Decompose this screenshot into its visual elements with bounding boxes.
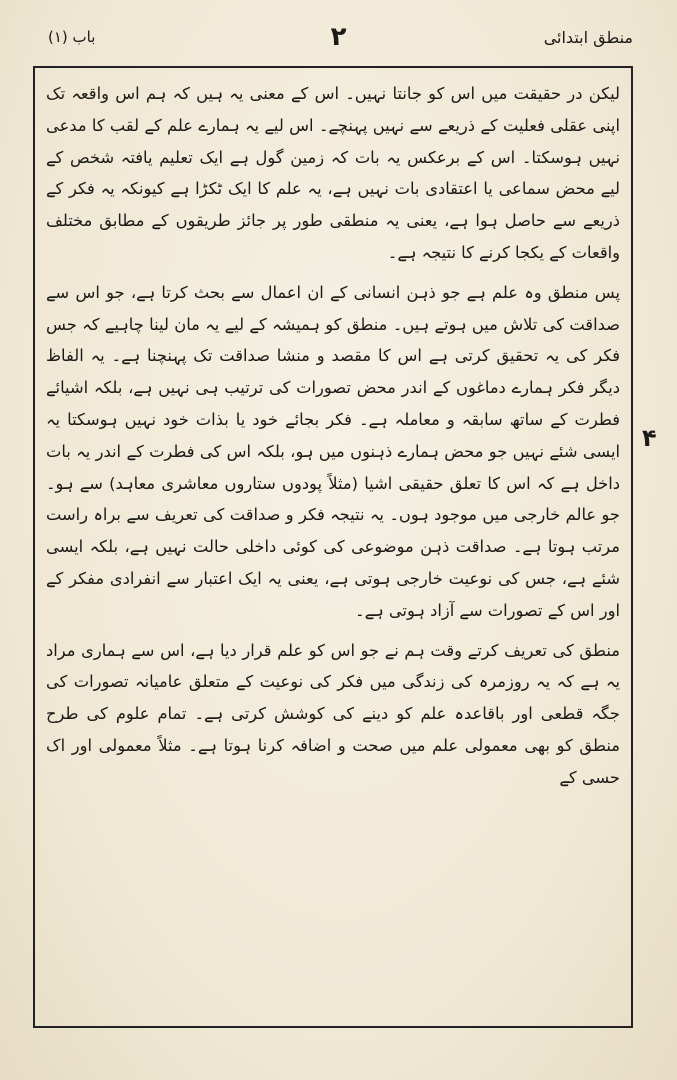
chapter-label: باب (۱) bbox=[48, 28, 96, 46]
page-number: ۲ bbox=[330, 22, 347, 52]
running-title: منطق ابتدائی bbox=[543, 28, 633, 47]
page-header bbox=[40, 22, 637, 62]
paragraph-3: منطق کی تعریف کرتے وقت ہم نے جو اس کو علم قرار دیا ہے، اس سے ہماری مراد یہ ہے کہ یہ روزمرہ کی زندگی میں فکر کی نوعیت کے متعلق عامیانہ تصورات کی جگہ قطعی اور باقاعدہ علم کو دینے کی کوشش کرتی ہے۔ تمام علوم کی طرح منطق کو بھی معمولی علم میں صحت و اضافہ کرنا ہوتا ہے۔ مثلاً معمولی اور اک حسی کے bbox=[46, 640, 620, 787]
paragraph-2: پس منطق وہ علم ہے جو ذہن انسانی کے ان اعمال سے بحث کرتا ہے، جو اس سے صداقت کی تلاش میں ہوتے ہیں۔ منطق کو ہمیشہ کے لیے یہ مان لینا چاہیے کہ جس فکر کی یہ تحقیق کرتی ہے اس کا مقصد و منشا صداقت تک پہنچنا ہے۔ یہ الفاظ دیگر فکر ہمارے دماغوں کے اندر محض تصورات کی ترتیب ہی نہیں ہے، بلکہ اشیائے فطرت کے ساتھ سابقہ و معاملہ ہے۔ فکر بجائے خود یا بذات خود نہیں ہوسکتا یہ ایسی شئے نہیں جو محض ہمارے ذہنوں میں ہو، بلکہ اس کی فطرت کے اندر یہ بات داخل ہے کہ اس کا تعلق حقیقی اشیا (مثلاً پودوں ستاروں معاشری معاہد) سے ہو۔ جو عالم خارجی میں موجود ہوں۔ یہ نتیجہ فکر و صداقت کی تعریف سے براہ راست مرتب ہوتا ہے۔ صداقت ذہن موضوعی کی کوئی داخلی حالت نہیں ہے، بلکہ ایسی شئے ہے، جس کی نوعیت خارجی ہوتی ہے، یعنی یہ ایک اعتبار سے انفرادی مفکر کے اور اس کے تصورات سے آزاد ہوتی ہے۔ bbox=[46, 282, 620, 620]
body-text bbox=[46, 78, 620, 1018]
margin-number: ۴ bbox=[642, 424, 657, 452]
paragraph-1: لیکن در حقیقت میں اس کو جانتا نہیں۔ اس کے معنی یہ ہیں کہ ہم اس واقعہ تک اپنی عقلی فعلیت کے ذریعے سے نہیں پہنچے۔ اس لیے یہ ہمارے علم کے لقب کا مدعی نہیں ہوسکتا۔ اس کے برعکس یہ بات کہ زمین گول ہے ایک تعلیم یافتہ شخص کے لیے محض سماعی یا اعتقادی بات نہیں ہے، یہ علم کا ایک ٹکڑا ہے کیونکہ یہ فکر کے ذریعے سے حاصل ہوا ہے، یعنی یہ منطقی طور پر جائز طریقوں کے مطابق مختلف واقعات کے یکجا کرنے کا نتیجہ ہے۔ bbox=[46, 84, 620, 262]
